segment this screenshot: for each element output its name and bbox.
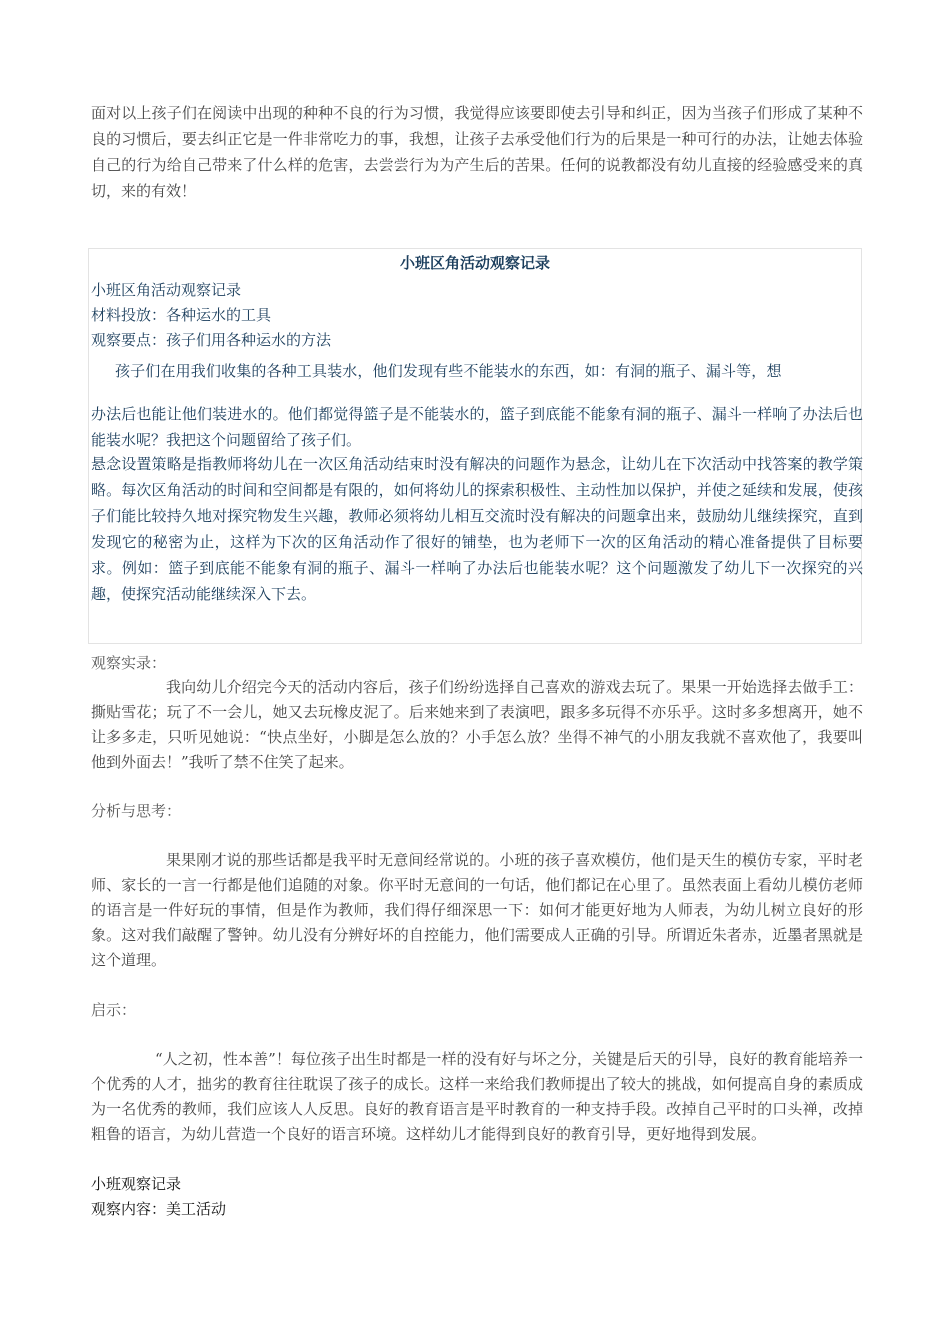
record-heading-line: 小班区角活动观察记录 (91, 281, 242, 299)
intro-paragraph: 面对以上孩子们在阅读中出现的种种不良的行为习惯，我觉得应该要即使去引导和纠正，因为当孩子们形成了某种不良的习惯后，要去纠正它是一件非常吃力的事，我想，让孩子去承受他们行为的后果是一种可行的办法，让她去体验自己的行为给自己带来了什么样的危害，去尝尝行为为产生后的苦果。任何的说教都没有幼儿直接的经验感受来的真切，来的有效！ (91, 104, 863, 200)
footer-content-line: 观察内容：美工活动 (91, 1200, 227, 1218)
focus-line: 观察要点：孩子们用各种运水的方法 (91, 331, 332, 349)
material-line: 材料投放：各种运水的工具 (91, 306, 272, 324)
insight-text: “人之初，性本善”！每位孩子出生时都是一样的没有好与坏之分，关键是后天的引导，良好的教育能培养一个优秀的人才，拙劣的教育往往耽误了孩子的成长。这样一来给我们教师提出了较大的挑战，如何提高自身的素质成为一名优秀的教师，我们应该人人反思。良好的教育语言是平时教育的一种支持手段。改掉自己平时的口头禅，改掉粗鲁的语言，为幼儿营造一个良好的语言环境。这样幼儿才能得到良好的教育引导，更好地得到发展。 (91, 1050, 863, 1143)
observation-label: 观察实录： (91, 654, 167, 672)
observation-text: 我向幼儿介绍完今天的活动内容后，孩子们纷纷选择自己喜欢的游戏去玩了。果果一开始选择去做手工：撕贴雪花；玩了不一会儿，她又去玩橡皮泥了。后来她来到了表演吧，跟多多玩得不亦乐乎。这时多多想离开，她不让多多走，只听见她说：“快点坐好，小脚是怎么放的？小手怎么放？坐得不神气的小朋友我就不喜欢他了，我要叫他到外面去！”我听了禁不住笑了起来。 (91, 678, 863, 771)
analysis-text: 果果刚才说的那些话都是我平时无意间经常说的。小班的孩子喜欢模仿，他们是天生的模仿专家，平时老师、家长的一言一行都是他们追随的对象。你平时无意间的一句话，他们都记在心里了。虽然表面上看幼儿模仿老师的语言是一件好玩的事情，但是作为教师，我们得仔细深思一下：如何才能更好地为人师表，为幼儿树立良好的形象。这对我们敲醒了警钟。幼儿没有分辨好坏的自控能力，他们需要成人正确的引导。所谓近朱者赤，近墨者黑就是这个道理。 (91, 851, 863, 969)
record-paragraph-1: 孩子们在用我们收集的各种工具装水，他们发现有些不能装水的东西，如：有洞的瓶子、漏斗等，想 (115, 362, 782, 380)
analysis-label: 分析与思考： (91, 802, 182, 820)
record-title: 小班区角活动观察记录 (399, 254, 550, 272)
insight-label: 启示： (91, 1001, 137, 1019)
record-paragraph-2: 办法后也能让他们装进水的。他们都觉得篮子是不能装水的，篮子到底能不能象有洞的瓶子、漏斗一样响了办法后也能装水呢？我把这个问题留给了孩子们。 (91, 405, 863, 449)
record-paragraph-3: 悬念设置策略是指教师将幼儿在一次区角活动结束时没有解决的问题作为悬念，让幼儿在下次活动中找答案的教学策略。每次区角活动的时间和空间都是有限的，如何将幼儿的探索积极性、主动性加以保护，并使之延续和发展，使孩子们能比较持久地对探究物发生兴趣，教师必须将幼儿相互交流时没有解决的问题拿出来，鼓励幼儿继续探究，直到发现它的秘密为止，这样为下次的区角活动作了很好的铺垫，也为老师下一次的区角活动的精心准备提供了目标要求。例如：篮子到底能不能象有洞的瓶子、漏斗一样响了办法后也能装水呢？这个问题激发了幼儿下一次探究的兴趣，使探究活动能继续深入下去。 (91, 455, 863, 603)
footer-title: 小班观察记录 (91, 1175, 182, 1193)
